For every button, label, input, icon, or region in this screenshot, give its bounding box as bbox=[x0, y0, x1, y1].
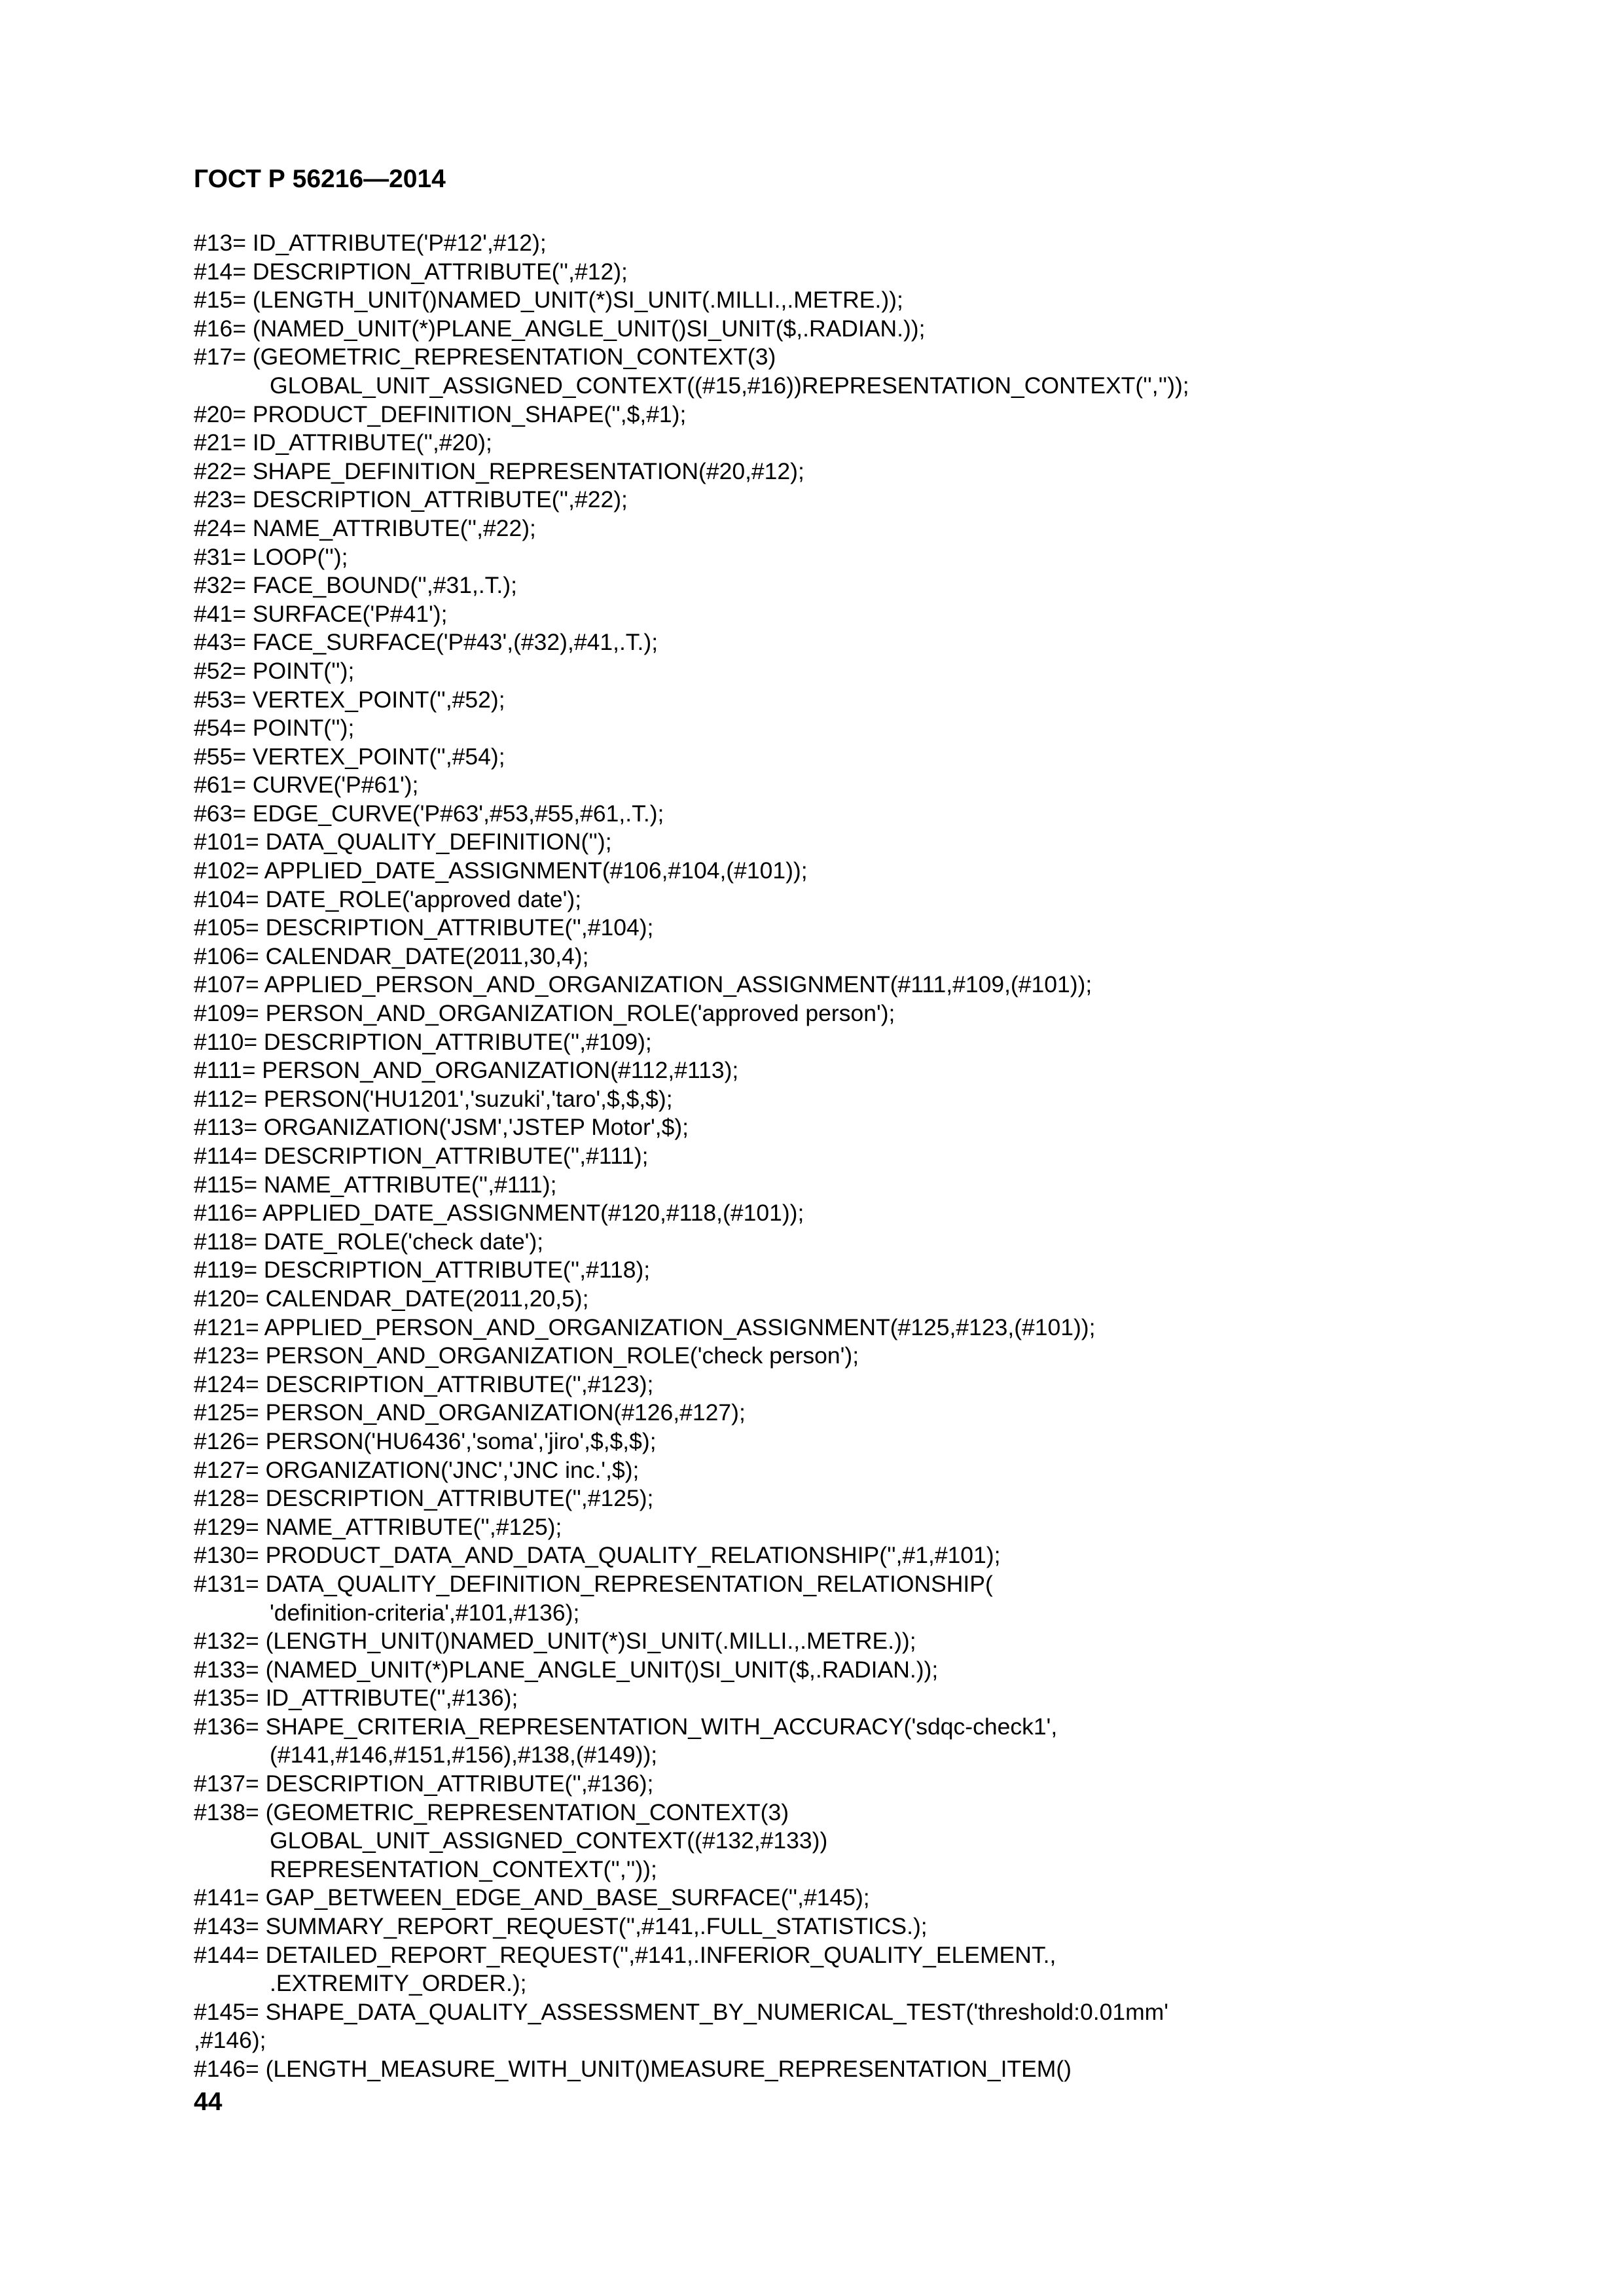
code-line: #112= PERSON('HU1201','suzuki','taro',$,$,$); bbox=[194, 1085, 673, 1112]
code-line: (#141,#146,#151,#156),#138,(#149)); bbox=[270, 1742, 658, 1768]
code-line: #116= APPLIED_DATE_ASSIGNMENT(#120,#118,(#101)); bbox=[194, 1200, 804, 1227]
code-line: #136= SHAPE_CRITERIA_REPRESENTATION_WITH_ACCURACY('sdqc-check1', bbox=[194, 1713, 1058, 1740]
code-line: #53= VERTEX_POINT('',#52); bbox=[194, 686, 505, 713]
page-header: ГОСТ Р 56216—2014 bbox=[194, 165, 446, 193]
code-line: #144= DETAILED_REPORT_REQUEST('',#141,.INFERIOR_QUALITY_ELEMENT., bbox=[194, 1941, 1056, 1968]
code-line: GLOBAL_UNIT_ASSIGNED_CONTEXT((#132,#133)) bbox=[270, 1827, 828, 1854]
code-line: #20= PRODUCT_DEFINITION_SHAPE('',$,#1); bbox=[194, 401, 687, 427]
code-line: #132= (LENGTH_UNIT()NAMED_UNIT(*)SI_UNIT(.MILLI.,.METRE.)); bbox=[194, 1628, 916, 1655]
code-line: #143= SUMMARY_REPORT_REQUEST('',#141,.FULL_STATISTICS.); bbox=[194, 1913, 928, 1940]
code-line: GLOBAL_UNIT_ASSIGNED_CONTEXT((#15,#16))REPRESENTATION_CONTEXT('','')); bbox=[270, 372, 1189, 399]
code-line: #24= NAME_ATTRIBUTE('',#22); bbox=[194, 514, 536, 541]
code-line: #107= APPLIED_PERSON_AND_ORGANIZATION_ASSIGNMENT(#111,#109,(#101)); bbox=[194, 971, 1092, 998]
code-line: #54= POINT(''); bbox=[194, 715, 355, 742]
code-line: #131= DATA_QUALITY_DEFINITION_REPRESENTATION_RELATIONSHIP( bbox=[194, 1570, 993, 1597]
page-number: 44 bbox=[194, 2088, 223, 2116]
code-line: #121= APPLIED_PERSON_AND_ORGANIZATION_ASSIGNMENT(#125,#123,(#101)); bbox=[194, 1314, 1096, 1340]
code-line: #130= PRODUCT_DATA_AND_DATA_QUALITY_RELATIONSHIP('',#1,#101); bbox=[194, 1542, 1001, 1569]
code-line: #124= DESCRIPTION_ATTRIBUTE('',#123); bbox=[194, 1371, 654, 1397]
code-line: #110= DESCRIPTION_ATTRIBUTE('',#109); bbox=[194, 1028, 652, 1055]
code-line: #119= DESCRIPTION_ATTRIBUTE('',#118); bbox=[194, 1257, 651, 1283]
code-line: #123= PERSON_AND_ORGANIZATION_ROLE('check person'); bbox=[194, 1342, 859, 1369]
code-line: REPRESENTATION_CONTEXT('','')); bbox=[270, 1856, 657, 1882]
code-line: #125= PERSON_AND_ORGANIZATION(#126,#127); bbox=[194, 1399, 746, 1426]
code-line: #133= (NAMED_UNIT(*)PLANE_ANGLE_UNIT()SI_UNIT($,.RADIAN.)); bbox=[194, 1656, 939, 1683]
code-line: .EXTREMITY_ORDER.); bbox=[270, 1970, 527, 1997]
code-line: #137= DESCRIPTION_ATTRIBUTE('',#136); bbox=[194, 1770, 654, 1797]
code-line: #43= FACE_SURFACE('P#43',(#32),#41,.T.); bbox=[194, 629, 659, 656]
code-line: #61= CURVE('P#61'); bbox=[194, 772, 419, 798]
code-line: #126= PERSON('HU6436','soma','jiro',$,$,$); bbox=[194, 1427, 657, 1454]
code-line: #15= (LENGTH_UNIT()NAMED_UNIT(*)SI_UNIT(.MILLI.,.METRE.)); bbox=[194, 287, 903, 314]
code-line: #22= SHAPE_DEFINITION_REPRESENTATION(#20,#12); bbox=[194, 457, 804, 484]
code-line: #138= (GEOMETRIC_REPRESENTATION_CONTEXT(3) bbox=[194, 1799, 789, 1825]
code-line: #118= DATE_ROLE('check date'); bbox=[194, 1228, 544, 1255]
code-line: #101= DATA_QUALITY_DEFINITION(''); bbox=[194, 829, 612, 855]
code-line: #111= PERSON_AND_ORGANIZATION(#112,#113); bbox=[194, 1057, 739, 1084]
code-line: #32= FACE_BOUND('',#31,.T.); bbox=[194, 572, 517, 599]
code-line: #17= (GEOMETRIC_REPRESENTATION_CONTEXT(3) bbox=[194, 344, 776, 370]
code-line: #55= VERTEX_POINT('',#54); bbox=[194, 743, 505, 770]
code-line: #128= DESCRIPTION_ATTRIBUTE('',#125); bbox=[194, 1485, 654, 1512]
code-line: #21= ID_ATTRIBUTE('',#20); bbox=[194, 429, 492, 456]
code-line: #16= (NAMED_UNIT(*)PLANE_ANGLE_UNIT()SI_UNIT($,.RADIAN.)); bbox=[194, 315, 926, 342]
code-listing bbox=[194, 229, 1477, 2084]
code-line: #14= DESCRIPTION_ATTRIBUTE('',#12); bbox=[194, 258, 628, 285]
code-line: #102= APPLIED_DATE_ASSIGNMENT(#106,#104,(#101)); bbox=[194, 857, 808, 884]
code-line: #145= SHAPE_DATA_QUALITY_ASSESSMENT_BY_NUMERICAL_TEST('threshold:0.01mm' bbox=[194, 1998, 1169, 2025]
code-line: #52= POINT(''); bbox=[194, 657, 355, 684]
code-line: #104= DATE_ROLE('approved date'); bbox=[194, 886, 582, 912]
code-line: #41= SURFACE('P#41'); bbox=[194, 600, 448, 627]
code-line: #109= PERSON_AND_ORGANIZATION_ROLE('approved person'); bbox=[194, 1000, 895, 1027]
code-line: #106= CALENDAR_DATE(2011,30,4); bbox=[194, 942, 589, 969]
code-line: #146= (LENGTH_MEASURE_WITH_UNIT()MEASURE_REPRESENTATION_ITEM() bbox=[194, 2056, 1072, 2082]
code-line: #135= ID_ATTRIBUTE('',#136); bbox=[194, 1685, 518, 1712]
code-line: #105= DESCRIPTION_ATTRIBUTE('',#104); bbox=[194, 914, 654, 941]
code-line: #127= ORGANIZATION('JNC','JNC inc.',$); bbox=[194, 1456, 640, 1483]
code-line: #113= ORGANIZATION('JSM','JSTEP Motor',$); bbox=[194, 1114, 689, 1141]
code-line: #13= ID_ATTRIBUTE('P#12',#12); bbox=[194, 230, 547, 256]
code-line: #23= DESCRIPTION_ATTRIBUTE('',#22); bbox=[194, 486, 628, 513]
code-line: ,#146); bbox=[194, 2027, 266, 2054]
code-line: #129= NAME_ATTRIBUTE('',#125); bbox=[194, 1513, 562, 1540]
code-line: #31= LOOP(''); bbox=[194, 543, 348, 570]
code-line: #141= GAP_BETWEEN_EDGE_AND_BASE_SURFACE('',#145); bbox=[194, 1884, 870, 1911]
code-line: 'definition-criteria',#101,#136); bbox=[270, 1599, 580, 1626]
code-line: #115= NAME_ATTRIBUTE('',#111); bbox=[194, 1171, 557, 1198]
code-line: #120= CALENDAR_DATE(2011,20,5); bbox=[194, 1285, 589, 1312]
code-line: #114= DESCRIPTION_ATTRIBUTE('',#111); bbox=[194, 1143, 649, 1169]
code-line: #63= EDGE_CURVE('P#63',#53,#55,#61,.T.); bbox=[194, 800, 664, 827]
